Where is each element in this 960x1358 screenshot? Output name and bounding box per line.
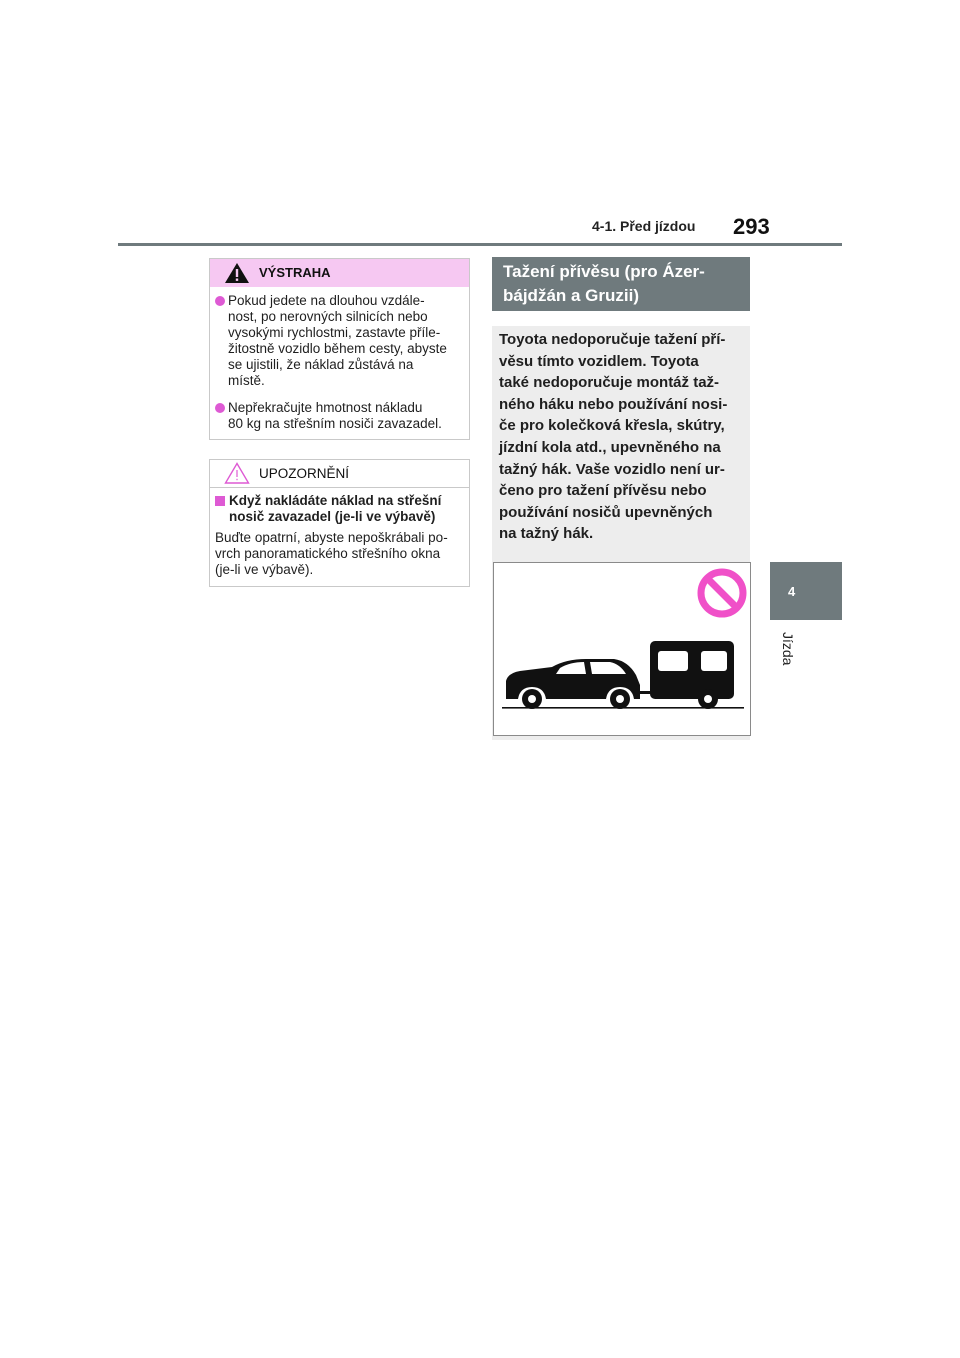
header-rule [118,243,842,246]
caution-triangle-icon [224,461,250,485]
text-line: věsu tímto vozidlem. Toyota [499,352,699,370]
text-line: če pro kolečková křesla, skútry, [499,417,725,435]
text-line: také nedoporučuje montáž taž- [499,374,720,392]
caution-title: UPOZORNĚNÍ [259,466,350,481]
text-line: vysokými rychlostmi, zastavte příle- [228,325,441,340]
section-heading [503,260,747,308]
heading-line: Tažení přívěsu (pro Ázer- [503,262,705,281]
text-line: žitostně vozidlo během cesty, abyste [228,341,447,356]
text-line: čeno pro tažení přívěsu nebo [499,482,707,500]
text-line: na tažný hák. [499,525,594,543]
text-line: Pokud jedete na dlouhou vzdále- [228,293,425,308]
warning-triangle-icon [224,261,250,285]
caution-heading [229,493,465,525]
chapter-number: 4 [788,584,796,599]
caution-header-rule [210,487,469,488]
text-line: nost, po nerovných silnicích nebo [228,309,428,324]
section-title: 4-1. Před jízdou [592,218,696,234]
chapter-label: Jízda [780,632,796,666]
text-line: (je-li ve výbavě). [215,562,314,577]
heading-line: bájdžán a Gruzii) [503,286,640,305]
text-line: se ujistili, že náklad zůstává na [228,357,414,372]
chapter-tab [770,562,842,620]
text-line: nosič zavazadel (je-li ve výbavě) [229,509,436,524]
trailer-window [701,651,727,671]
text-line: Když nakládáte náklad na střešní [229,493,442,508]
info-text [499,329,747,545]
text-line: 80 kg na střešním nosiči zavazadel. [228,416,442,431]
page-number: 293 [733,214,770,239]
text-line: používání nosičů upevněných [499,503,713,521]
car-trailer-drawing [494,563,750,735]
towing-illustration [493,562,751,736]
text-line: Toyota nedoporučuje tažení pří- [499,331,726,348]
text-line: tažný hák. Vaše vozidlo není ur- [499,460,725,478]
text-line: vrch panoramatického střešního okna [215,546,441,561]
text-line: jízdní kola atd., upevněného na [499,438,721,456]
caution-body [215,530,467,578]
text-line: ného háku nebo používání nosi- [499,395,728,413]
warning-title: VÝSTRAHA [259,265,331,280]
text-line: Nepřekračujte hmotnost nákladu [228,400,423,415]
bullet-dot [215,403,225,413]
bullet-dot [215,296,225,306]
text-line: místě. [228,373,265,388]
trailer-window [658,651,688,671]
text-line: Buďte opatrní, abyste nepoškrábali po- [215,530,448,545]
bullet-square [215,496,225,506]
